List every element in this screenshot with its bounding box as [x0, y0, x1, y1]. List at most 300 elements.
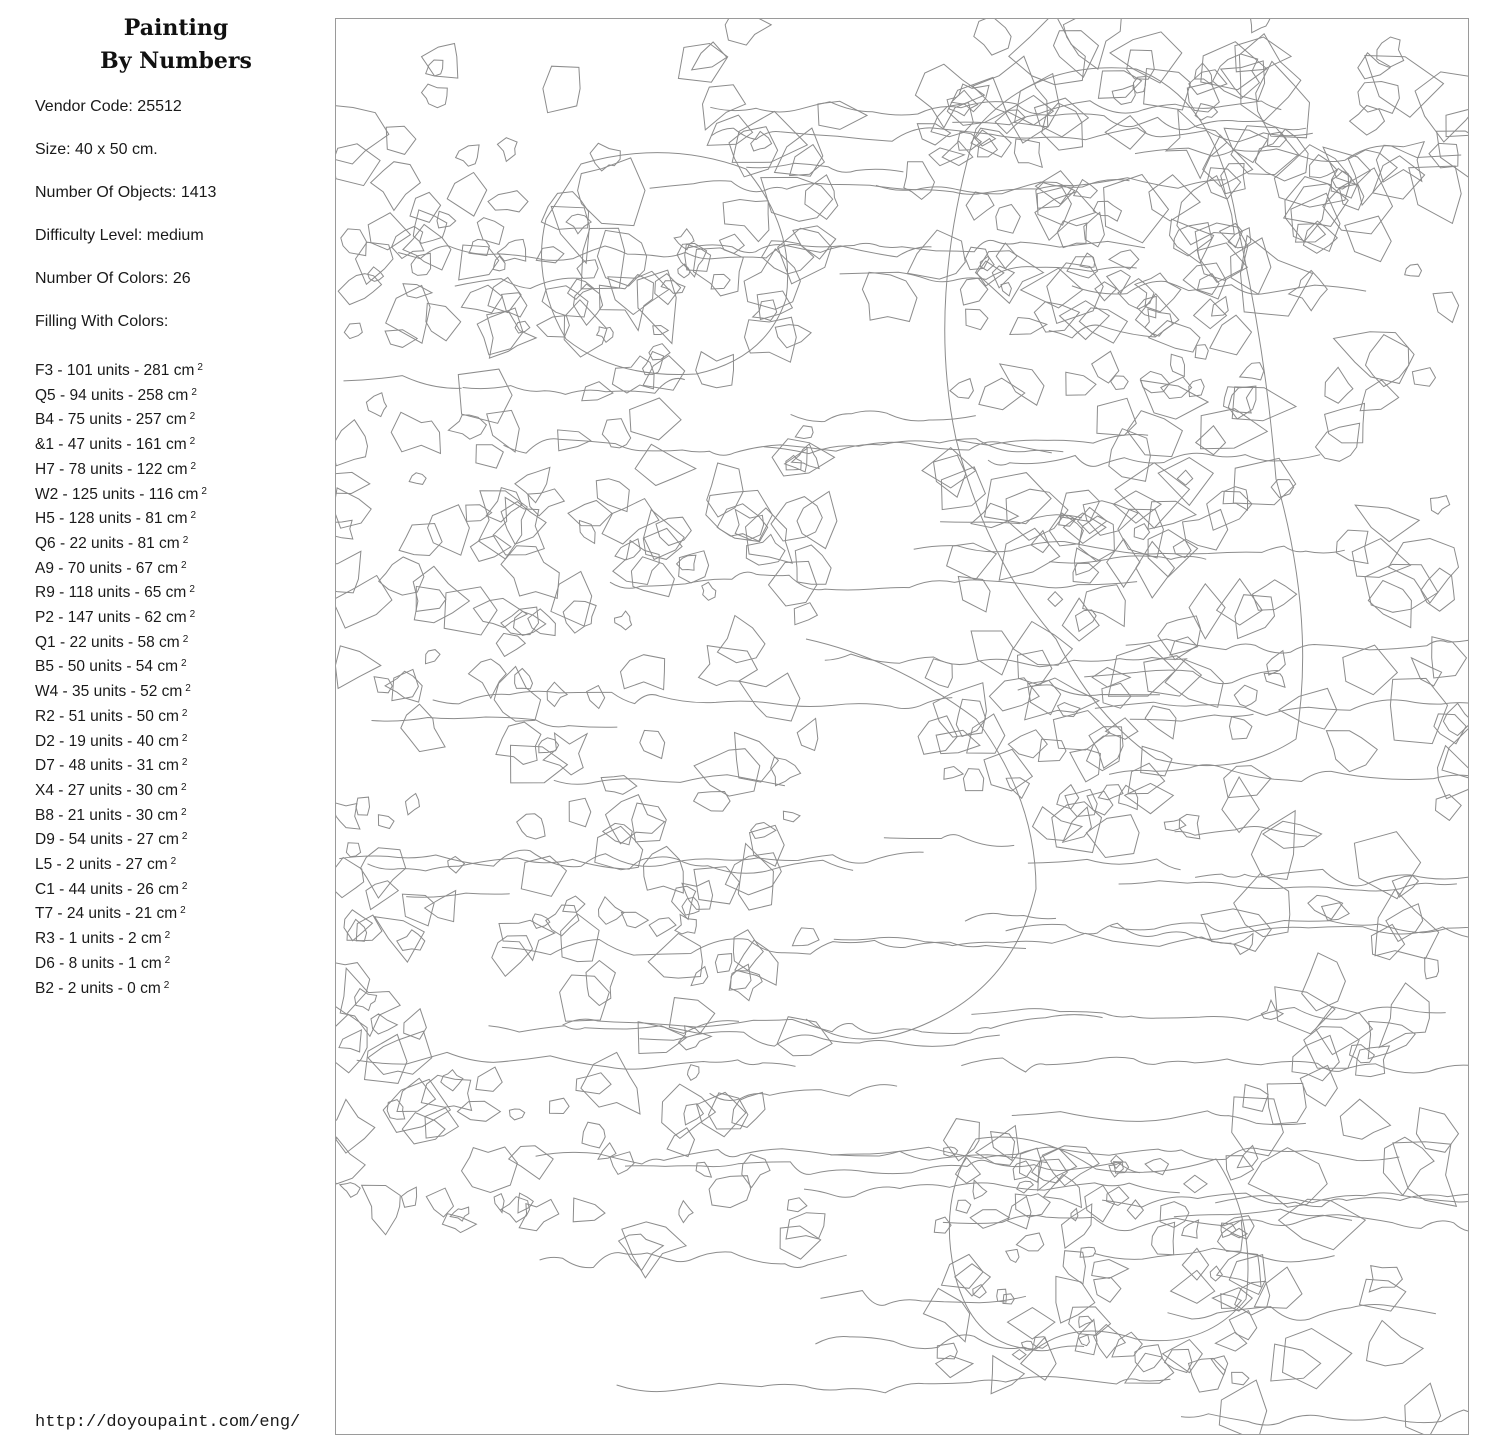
foliage-shape — [1195, 63, 1213, 85]
area-unit-superscript: 2 — [191, 386, 197, 398]
foliage-shape — [622, 1222, 686, 1278]
area-unit-superscript: 2 — [181, 781, 187, 793]
figure-outline — [945, 68, 1303, 766]
foliage-shape — [707, 115, 752, 145]
reflection-shape — [991, 1356, 1024, 1394]
figure-shape — [1221, 164, 1246, 194]
foliage-shape — [696, 1162, 711, 1177]
band-line — [1012, 1111, 1306, 1125]
foliage-shape — [974, 19, 1011, 55]
scatter-shape — [1322, 903, 1350, 921]
title-line-2: By Numbers — [100, 48, 252, 74]
color-entry-text: H7 - 78 units - 122 cm — [35, 460, 188, 478]
foliage-shape — [426, 1188, 453, 1217]
color-entry-text: F3 - 101 units - 281 cm — [35, 362, 195, 379]
foliage-shape — [1303, 221, 1337, 253]
foliage-shape — [403, 225, 451, 270]
foliage-shape — [487, 410, 520, 452]
reflection-shape — [1229, 1311, 1257, 1340]
color-entry-text: D6 - 8 units - 1 cm — [35, 954, 162, 972]
figure-shape — [1021, 268, 1083, 308]
color-entry — [35, 456, 207, 481]
band-line — [563, 1015, 1103, 1034]
color-entry — [35, 653, 207, 678]
band-line — [540, 1252, 847, 1268]
foliage-shape — [751, 132, 772, 152]
foliage-shape — [560, 975, 610, 1021]
color-entry — [35, 481, 207, 506]
color-entry — [35, 604, 207, 629]
scatter-shape — [1355, 505, 1419, 542]
foliage-shape — [426, 60, 443, 76]
scatter-shape — [1368, 1021, 1415, 1058]
foliage-shape — [590, 143, 620, 171]
color-entry — [35, 975, 207, 1000]
foliage-shape — [401, 1187, 416, 1207]
color-list — [35, 357, 207, 999]
foliage-shape — [515, 467, 550, 502]
scatter-shape — [1432, 637, 1467, 678]
foliage-shape — [725, 19, 771, 45]
color-entry-text: R2 - 51 units - 50 cm — [35, 707, 179, 725]
scatter-shape — [1340, 1099, 1390, 1139]
foliage-shape — [336, 858, 364, 898]
scatter-shape — [1224, 387, 1254, 413]
foliage-shape — [409, 473, 426, 485]
reflection-shape — [1079, 1316, 1093, 1327]
scatter-shape — [1300, 1065, 1337, 1106]
figure-shape — [1158, 458, 1213, 506]
area-unit-superscript: 2 — [185, 683, 191, 695]
color-entry — [35, 728, 207, 753]
foliage-shape — [582, 1122, 605, 1148]
foliage-shape — [368, 1031, 432, 1074]
figure-shape — [1107, 270, 1131, 293]
foliage-shape — [795, 426, 813, 439]
band-line — [1028, 859, 1181, 870]
info-sidebar — [0, 0, 320, 1453]
reflection-shape — [973, 1285, 986, 1298]
foliage-shape — [488, 277, 521, 312]
scatter-shape — [1416, 1108, 1458, 1153]
figure-shape — [1083, 585, 1126, 627]
foliage-shape — [794, 603, 817, 625]
foliage-shape — [447, 173, 487, 217]
color-entry-text: W4 - 35 units - 52 cm — [35, 683, 183, 701]
scatter-shape — [1412, 368, 1435, 387]
foliage-shape — [499, 920, 555, 960]
foliage-shape — [771, 757, 801, 785]
foliage-shape — [344, 910, 372, 941]
foliage-shape — [1210, 315, 1252, 355]
figure-shape — [958, 577, 990, 612]
color-entry — [35, 382, 207, 407]
scatter-shape — [1409, 166, 1461, 223]
foliage-shape — [1446, 108, 1469, 136]
color-entry-text: D2 - 19 units - 40 cm — [35, 732, 179, 750]
figure-shape — [996, 243, 1017, 268]
foliage-shape — [422, 84, 448, 108]
foliage-shape — [356, 242, 394, 284]
color-entry — [35, 431, 207, 456]
object-count: Number Of Objects: 1413 — [35, 184, 217, 201]
figure-shape — [1196, 426, 1226, 455]
figure-shape — [1134, 524, 1149, 540]
figure-shape — [947, 543, 997, 580]
foliage-shape — [1047, 263, 1103, 324]
figure-shape — [1107, 539, 1140, 587]
foliage-shape — [392, 669, 419, 700]
foliage-shape — [1377, 37, 1404, 67]
figure-shape — [1171, 354, 1185, 376]
foliage-shape — [678, 264, 690, 278]
color-entry-text: P2 - 147 units - 62 cm — [35, 609, 187, 627]
foliage-shape — [383, 1079, 450, 1132]
color-entry — [35, 876, 207, 901]
figure-shape — [992, 266, 1014, 288]
reflection-shape — [1232, 1372, 1249, 1384]
figure-shape — [1207, 168, 1241, 199]
figure-shape — [1203, 135, 1253, 186]
area-unit-superscript: 2 — [181, 757, 188, 769]
foliage-shape — [711, 274, 730, 289]
figure-shape — [1079, 308, 1127, 343]
band-line — [1181, 1410, 1469, 1425]
foliage-shape — [745, 317, 797, 362]
figure-shape — [1118, 509, 1164, 558]
band-line — [504, 439, 1064, 456]
area-unit-superscript: 2 — [181, 658, 187, 670]
figure-shape — [1125, 783, 1174, 813]
foliage-shape — [772, 439, 834, 476]
color-entry — [35, 900, 207, 925]
area-unit-superscript: 2 — [189, 411, 196, 423]
foliage-shape — [1376, 142, 1424, 182]
band-line — [372, 717, 618, 727]
color-entry-text: B8 - 21 units - 30 cm — [35, 806, 179, 824]
color-entry — [35, 777, 207, 802]
figure-shape — [1035, 192, 1096, 241]
area-unit-superscript: 2 — [181, 831, 188, 843]
band-line — [610, 572, 1137, 590]
foliage-shape — [1433, 292, 1459, 322]
figure-shape — [1194, 299, 1227, 329]
foliage-shape — [1093, 201, 1121, 221]
scatter-shape — [1233, 458, 1295, 504]
foliage-shape — [457, 1101, 500, 1121]
band-line — [1175, 827, 1318, 837]
foliage-shape — [786, 1213, 825, 1239]
foliage-shape — [441, 1070, 463, 1091]
foliage-shape — [477, 218, 504, 245]
figure-shape — [966, 192, 994, 220]
foliage-shape — [501, 607, 539, 635]
figure-shape — [1165, 660, 1223, 708]
figure-shape — [1128, 763, 1165, 793]
foliage-shape — [576, 1073, 611, 1094]
foliage-shape — [462, 1147, 518, 1193]
scatter-shape — [1251, 811, 1295, 880]
figure-shape — [1048, 592, 1063, 607]
reflection-shape — [1215, 1332, 1246, 1351]
foliage-shape — [632, 803, 667, 842]
foliage-shape — [1310, 155, 1337, 178]
foliage-shape — [456, 145, 480, 166]
foliage-shape — [787, 1198, 807, 1212]
figure-shape — [1164, 820, 1186, 831]
band-line — [344, 376, 462, 389]
foliage-shape — [422, 44, 458, 79]
foliage-shape — [599, 275, 653, 331]
color-entry-text: B2 - 2 units - 0 cm — [35, 979, 161, 997]
foliage-shape — [498, 239, 526, 261]
band-line — [686, 240, 1145, 252]
area-unit-superscript: 2 — [181, 880, 188, 892]
color-entry — [35, 950, 207, 975]
foliage-shape — [648, 934, 702, 979]
color-entry — [35, 703, 207, 728]
foliage-shape — [442, 1214, 476, 1233]
scatter-shape — [1219, 1380, 1266, 1435]
foliage-shape — [631, 557, 674, 597]
foliage-shape — [336, 646, 381, 689]
reflection-shape — [1044, 1175, 1082, 1208]
foliage-shape — [336, 105, 389, 164]
foliage-shape — [777, 1017, 832, 1056]
color-entry-text: X4 - 27 units - 30 cm — [35, 781, 179, 799]
foliage-shape — [717, 616, 765, 663]
foliage-shape — [519, 1199, 559, 1230]
foliage-shape — [551, 572, 592, 627]
scatter-shape — [1356, 1046, 1390, 1077]
area-unit-superscript: 2 — [164, 930, 171, 942]
scatter-shape — [1379, 983, 1429, 1047]
foliage-shape — [797, 718, 818, 750]
foliage-shape — [378, 815, 394, 829]
scatter-shape — [1375, 889, 1439, 958]
figure-shape — [1144, 656, 1202, 696]
foliage-shape — [715, 954, 731, 973]
area-unit-superscript: 2 — [182, 633, 189, 645]
reflection-shape — [1217, 1252, 1261, 1287]
foliage-shape — [630, 398, 682, 440]
band-line — [965, 913, 1056, 921]
band-line — [1095, 1248, 1335, 1262]
color-entry — [35, 678, 207, 703]
filling-label: Filling With Colors: — [35, 313, 169, 330]
foliage-shape — [340, 1183, 360, 1198]
figure-shape — [1000, 364, 1044, 405]
color-entry-text: Q1 - 22 units - 58 cm — [35, 633, 180, 651]
foliage-shape — [1365, 56, 1444, 118]
band-line — [710, 101, 1281, 115]
reflection-shape — [1079, 1335, 1090, 1346]
foliage-shape — [366, 393, 386, 417]
color-entry — [35, 357, 207, 382]
band-line — [1049, 325, 1156, 338]
foliage-shape — [621, 655, 665, 690]
foliage-shape — [1345, 216, 1391, 262]
foliage-shape — [818, 101, 867, 129]
foliage-shape — [528, 489, 565, 516]
area-unit-superscript: 2 — [181, 806, 187, 818]
scatter-shape — [1390, 678, 1447, 743]
figure-shape — [1086, 815, 1139, 858]
foliage-shape — [425, 1108, 458, 1138]
reflection-shape — [1012, 1350, 1026, 1360]
foliage-shape — [391, 412, 440, 453]
foliage-shape — [675, 915, 696, 935]
reflection-shape — [944, 1119, 980, 1161]
foliage-shape — [1009, 19, 1086, 85]
foliage-shape — [573, 1198, 605, 1222]
foliage-shape — [915, 64, 984, 128]
foliage-shape — [426, 303, 461, 341]
foliage-shape — [619, 1234, 664, 1270]
reflection-shape — [1006, 1249, 1019, 1262]
foliage-shape — [473, 598, 527, 627]
figure-shape — [1136, 542, 1175, 598]
foliage-shape — [476, 1067, 502, 1091]
figure-shape — [1066, 372, 1096, 395]
figure-shape — [971, 631, 1013, 675]
figure-shape — [922, 448, 976, 488]
foliage-shape — [778, 228, 832, 283]
kit-details — [35, 97, 216, 355]
band-line — [1110, 921, 1469, 933]
scatter-shape — [1325, 367, 1353, 403]
foliage-shape — [644, 846, 684, 893]
foliage-shape — [543, 66, 580, 113]
foliage-shape — [709, 1176, 751, 1208]
foliage-shape — [413, 566, 469, 622]
color-entry-text: R9 - 118 units - 65 cm — [35, 584, 187, 602]
foliage-shape — [602, 419, 630, 448]
reflection-shape — [1085, 1186, 1115, 1222]
foliage-shape — [551, 206, 589, 263]
area-unit-superscript: 2 — [189, 609, 196, 621]
area-unit-superscript: 2 — [181, 732, 188, 744]
reflection-shape — [1021, 1337, 1056, 1380]
foliage-shape — [515, 669, 533, 689]
color-entry-text: &1 - 47 units - 161 cm — [35, 436, 187, 454]
foliage-shape — [566, 214, 591, 234]
foliage-shape — [707, 463, 744, 517]
figure-shape — [944, 767, 963, 780]
scatter-shape — [1369, 1266, 1402, 1292]
color-entry — [35, 802, 207, 827]
figure-shape — [908, 230, 966, 279]
foliage-shape — [694, 792, 731, 812]
foliage-shape — [649, 918, 676, 937]
color-entry — [35, 629, 207, 654]
figure-shape — [1008, 730, 1047, 758]
foliage-shape — [667, 1128, 694, 1157]
foliage-shape — [336, 1137, 365, 1184]
website-link[interactable]: http://doyoupaint.com/eng/ — [35, 1413, 301, 1432]
band-line — [617, 1376, 1171, 1392]
band-line — [884, 835, 1014, 847]
figure-shape — [1223, 487, 1248, 511]
foliage-shape — [336, 1099, 375, 1153]
band-line — [943, 1215, 1469, 1231]
foliage-shape — [541, 192, 588, 230]
figure-shape — [1079, 516, 1115, 561]
figure-shape — [950, 379, 974, 399]
figure-shape — [925, 659, 952, 688]
foliage-shape — [543, 733, 587, 775]
foliage-shape — [688, 1065, 700, 1081]
color-entry-text: L5 - 2 units - 27 cm — [35, 856, 168, 874]
foliage-shape — [653, 326, 669, 335]
foliage-shape — [416, 586, 446, 611]
foliage-shape — [696, 352, 734, 388]
band-line — [368, 857, 854, 873]
figure-shape — [1113, 491, 1161, 523]
foliage-shape — [775, 325, 811, 348]
vendor-code: Vendor Code: 25512 — [35, 98, 182, 115]
foliage-shape — [729, 127, 778, 177]
foliage-shape — [368, 267, 384, 281]
figure-shape — [1097, 398, 1136, 435]
band-line — [804, 1183, 1180, 1197]
foliage-shape — [1054, 31, 1099, 78]
figure-shape — [1222, 777, 1259, 833]
foliage-shape — [494, 1194, 504, 1213]
foliage-shape — [509, 1146, 554, 1180]
foliage-shape — [596, 479, 629, 512]
band-line — [746, 163, 903, 172]
figure-shape — [1170, 637, 1198, 655]
color-entry — [35, 826, 207, 851]
area-unit-superscript: 2 — [181, 707, 188, 719]
figure-shape — [942, 141, 973, 165]
foliage-shape — [1251, 19, 1272, 33]
foliage-shape — [1358, 53, 1390, 79]
line-art-drawing — [336, 19, 1469, 1435]
figure-shape — [1240, 363, 1264, 380]
scatter-shape — [1264, 673, 1285, 687]
foliage-shape — [1241, 236, 1313, 317]
area-unit-superscript: 2 — [181, 559, 187, 571]
figure-shape — [1234, 685, 1257, 706]
figure-shape — [1060, 490, 1100, 521]
figure-shape — [1038, 739, 1066, 761]
scatter-shape — [1271, 1344, 1321, 1381]
foliage-shape — [751, 823, 776, 839]
figure-shape — [941, 467, 985, 510]
figure-shape — [1183, 510, 1228, 551]
foliage-shape — [792, 928, 819, 946]
foliage-shape — [703, 85, 746, 130]
color-entry — [35, 555, 207, 580]
area-unit-superscript: 2 — [182, 534, 189, 546]
scatter-shape — [1411, 658, 1441, 686]
area-unit-superscript: 2 — [164, 954, 171, 966]
reflection-shape — [1094, 1277, 1121, 1302]
area-unit-superscript: 2 — [197, 362, 203, 373]
foliage-shape — [679, 1201, 693, 1223]
foliage-shape — [742, 1154, 770, 1187]
band-line — [961, 1057, 1469, 1073]
color-entry-text: R3 - 1 units - 2 cm — [35, 930, 162, 948]
foliage-shape — [346, 843, 360, 857]
figure-shape — [963, 769, 983, 791]
reflection-shape — [1184, 1175, 1207, 1192]
reflection-shape — [1221, 1216, 1254, 1239]
scatter-shape — [1443, 703, 1469, 735]
foliage-shape — [587, 686, 605, 709]
